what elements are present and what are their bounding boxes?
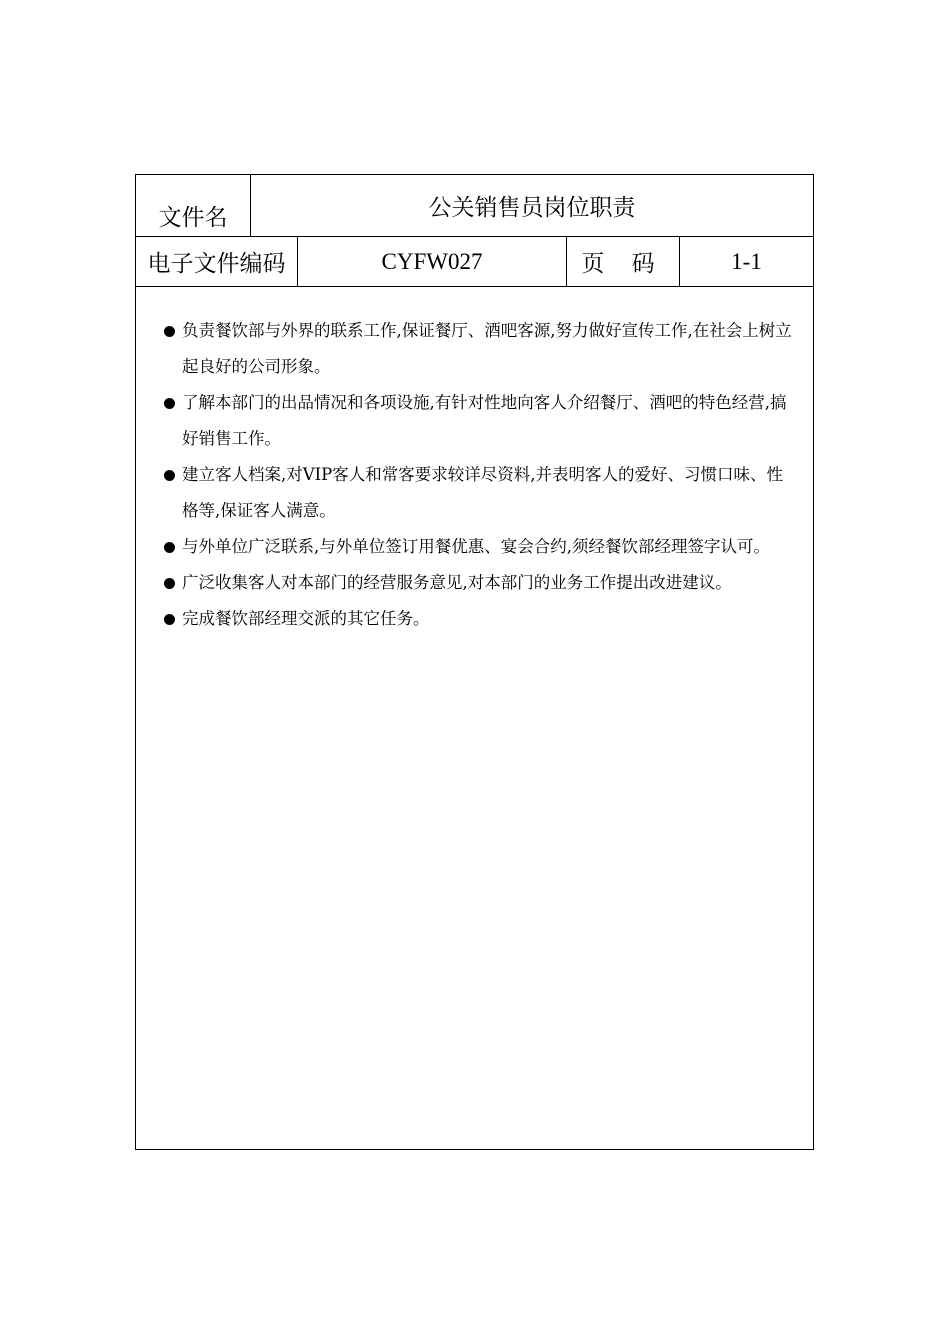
list-item	[162, 385, 792, 457]
file-code-label: 电子文件编码	[136, 237, 298, 286]
duty-text: 完成餐饮部经理交派的其它任务。	[182, 609, 430, 628]
document-title: 公关销售员岗位职责	[428, 195, 636, 221]
bullet-icon	[164, 326, 175, 337]
bullet-icon	[164, 398, 175, 409]
list-item	[162, 457, 792, 529]
file-code-value: CYFW027	[298, 237, 567, 286]
page-label: 页 码	[567, 237, 680, 286]
header-row-meta	[136, 237, 813, 287]
list-item	[162, 565, 792, 601]
list-item	[162, 313, 792, 385]
header-row-title	[136, 175, 813, 237]
bullet-icon	[164, 542, 175, 553]
duty-list	[162, 313, 792, 637]
duty-text: 与外单位广泛联系,与外单位签订用餐优惠、宴会合约,须经餐饮部经理签字认可。	[182, 537, 770, 556]
duty-text: 了解本部门的出品情况和各项设施,有针对性地向客人介绍餐厅、酒吧的特色经营,搞好销售工作。	[182, 393, 787, 448]
bullet-icon	[164, 470, 175, 481]
list-item	[162, 529, 792, 565]
bullet-icon	[164, 578, 175, 589]
duty-text: 广泛收集客人对本部门的经营服务意见,对本部门的业务工作提出改进建议。	[182, 573, 732, 592]
page-value: 1-1	[731, 248, 762, 274]
list-item	[162, 601, 792, 637]
file-name-label: 文件名	[136, 175, 251, 236]
duty-text: 建立客人档案,对VIP客人和常客要求较详尽资料,并表明客人的爱好、习惯口味、性格等,保证客人满意。	[182, 465, 784, 520]
duty-text: 负责餐饮部与外界的联系工作,保证餐厅、酒吧客源,努力做好宣传工作,在社会上树立起良好的公司形象。	[182, 321, 792, 376]
document-frame	[135, 174, 814, 1150]
bullet-icon	[164, 614, 175, 625]
